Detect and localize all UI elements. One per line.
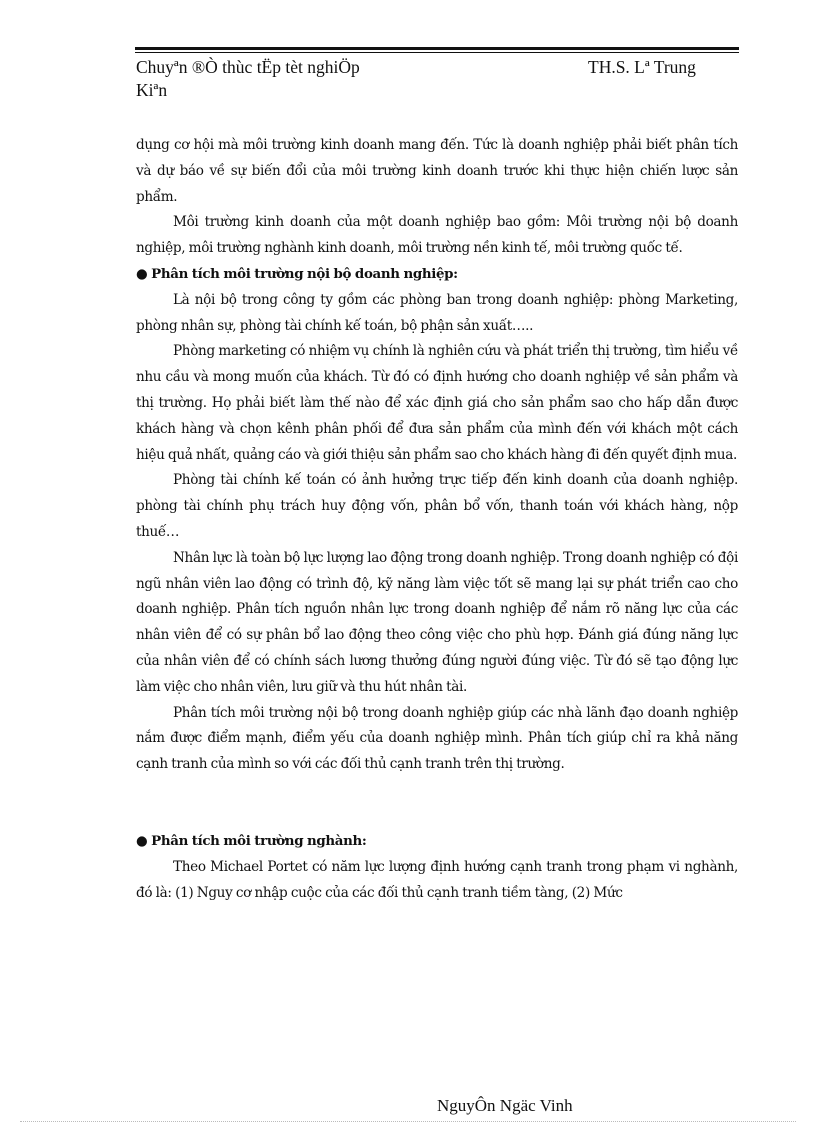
section-heading-internal: ● Phân tích môi trường nội bộ doanh nghiệp: (136, 265, 458, 282)
header-left (136, 56, 466, 102)
header-rule-thin (135, 52, 739, 53)
paragraph-4: Phòng marketing có nhiệm vụ chính là nghiên cứu và phát triển thị trường, tìm hiểu về nhu cầu và mong muốn của khách. Từ đó có định hướng cho doanh nghiệp về sản phẩm và thị trường. Họ phải biết làm thế nào để xác định giá cho sản phẩm sao cho hấp dẫn được khách hàng và chọn kênh phân phối để đưa sản phẩm của mình đến với khách một cách hiệu quả nhất, quảng cáo và giới thiệu sản phẩm sao cho khách hàng đi đến quyết định mua. (136, 343, 738, 463)
paragraph-7: Phân tích môi trường nội bộ trong doanh nghiệp giúp các nhà lãnh đạo doanh nghiệp nắm được điểm mạnh, điểm yếu của doanh nghiệp mình. Phân tích giúp chỉ ra khả năng cạnh tranh của mình so với các đối thủ cạnh tranh trên thị trường. (136, 704, 738, 773)
footer-student-name: NguyÔn Ngäc Vinh (437, 1096, 573, 1115)
paragraph-8: Theo Michael Portet có năm lực lượng định hướng cạnh tranh trong phạm vi nghành, đó là: (1) Nguy cơ nhập cuộc của các đối thủ cạnh tranh tiềm tàng, (2) Mức (136, 858, 738, 901)
section-spacer (136, 778, 738, 829)
header-title: Chuyªn ®Ò thùc tËp tèt nghiÖp (136, 57, 360, 77)
header-title-continuation: Kiªn (136, 80, 168, 100)
paragraph-3: Là nội bộ trong công ty gồm các phòng ban trong doanh nghiệp: phòng Marketing, phòng nhân sự, phòng tài chính kế toán, bộ phận sản xuất….. (136, 291, 738, 334)
paragraph-6: Nhân lực là toàn bộ lực lượng lao động trong doanh nghiệp. Trong doanh nghiệp có đội ngũ nhân viên lao động có trình độ, kỹ năng làm việc tốt sẽ mang lại sự phát triển cao cho doanh nghiệp. Phân tích nguồn nhân lực trong doanh nghiệp để nắm rõ năng lực của các nhân viên để có sự phân bổ lao động theo công việc cho phù hợp. Đánh giá đúng năng lực của nhân viên để có chính sách lương thưởng đúng người đúng việc. Từ đó sẽ tạo động lực làm việc cho nhân viên, lưu giữ và thu hút nhân tài. (136, 549, 738, 695)
header-author: TH.S. Lª Trung (588, 57, 696, 77)
header-rule-thick (135, 47, 739, 50)
paragraph-5: Phòng tài chính kế toán có ảnh hưởng trực tiếp đến kinh doanh của doanh nghiệp. phòng tài chính phụ trách huy động vốn, phân bổ vốn, thanh toán với khách hàng, nộp thuế… (136, 472, 738, 540)
paragraph-1: dụng cơ hội mà môi trường kinh doanh mang đến. Tức là doanh nghiệp phải biết phân tích và dự báo về sự biến đổi của môi trường kinh doanh trước khi thực hiện chiến lược sản phẩm. (136, 137, 738, 205)
footer-dotted-line (20, 1121, 796, 1122)
document-body (136, 133, 738, 906)
section-heading-industry: ● Phân tích môi trường nghành: (136, 832, 367, 849)
paragraph-2: Môi trường kinh doanh của một doanh nghiệp bao gồm: Môi trường nội bộ doanh nghiệp, môi trường nghành kinh doanh, môi trường nền kinh tế, môi trường quốc tế. (136, 214, 738, 257)
